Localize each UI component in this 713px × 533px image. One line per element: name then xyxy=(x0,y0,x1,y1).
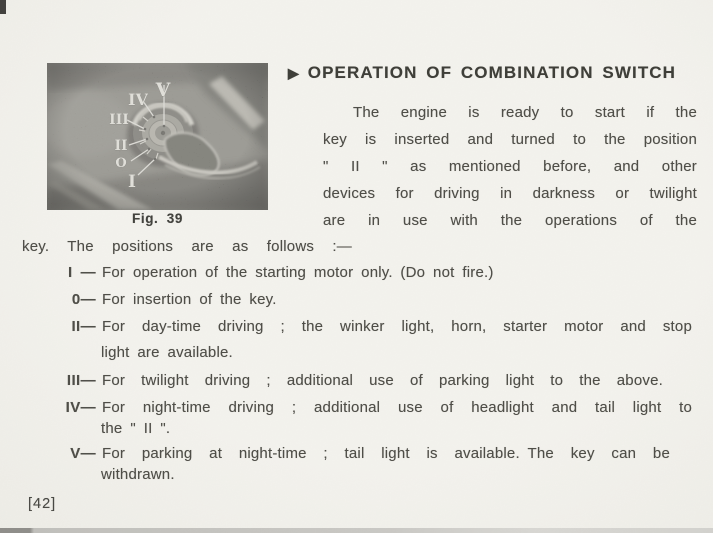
position-III-line-1: For twilight driving ; additional use of parking light to the above. xyxy=(102,372,663,389)
figure-caption: Fig. 39 xyxy=(132,211,183,226)
position-II-line-1: For day-time driving ; the winker light, horn, starter motor and stop xyxy=(102,318,692,335)
position-numeral-IV: IV— xyxy=(65,399,96,416)
position-numeral-III: III— xyxy=(66,372,96,389)
combination-switch-photo xyxy=(47,63,268,210)
section-heading xyxy=(288,63,676,83)
section-title: OPERATION OF COMBINATION SWITCH xyxy=(307,63,677,82)
position-V-line-2: withdrawn. xyxy=(101,466,175,483)
intro-line-3: " II " as mentioned before, and other xyxy=(323,158,697,175)
intro-line-4: devices for driving in darkness or twilight xyxy=(323,185,697,202)
page-number: [42] xyxy=(28,496,57,512)
intro-line-5: are in use with the operations of the xyxy=(323,212,697,229)
position-numeral-0: 0— xyxy=(71,291,96,308)
position-numeral-I: I — xyxy=(67,264,96,281)
position-0-line-1: For insertion of the key. xyxy=(102,291,277,308)
position-V-line-1: For parking at night-time ; tail light is available. The key can be xyxy=(102,445,670,462)
scan-corner-artifact xyxy=(0,0,6,14)
position-IV-line-2: the " II ". xyxy=(101,420,171,437)
intro-line-1: The engine is ready to start if the xyxy=(353,104,697,121)
section-marker-icon: ▶ xyxy=(288,64,299,81)
intro-continuation: key. The positions are as follows :— xyxy=(22,238,352,255)
position-numeral-V: V— xyxy=(70,445,96,462)
position-numeral-II: II— xyxy=(71,318,96,335)
position-I-line-1: For operation of the starting motor only. (Do not fire.) xyxy=(102,264,494,281)
position-IV-line-1: For night-time driving ; additional use of headlight and tail light to xyxy=(102,399,692,416)
switch-photo-art xyxy=(47,63,268,210)
position-II-line-2: light are available. xyxy=(101,344,233,361)
intro-line-2: key is inserted and turned to the position xyxy=(323,131,697,148)
scan-bottom-edge xyxy=(0,528,713,533)
